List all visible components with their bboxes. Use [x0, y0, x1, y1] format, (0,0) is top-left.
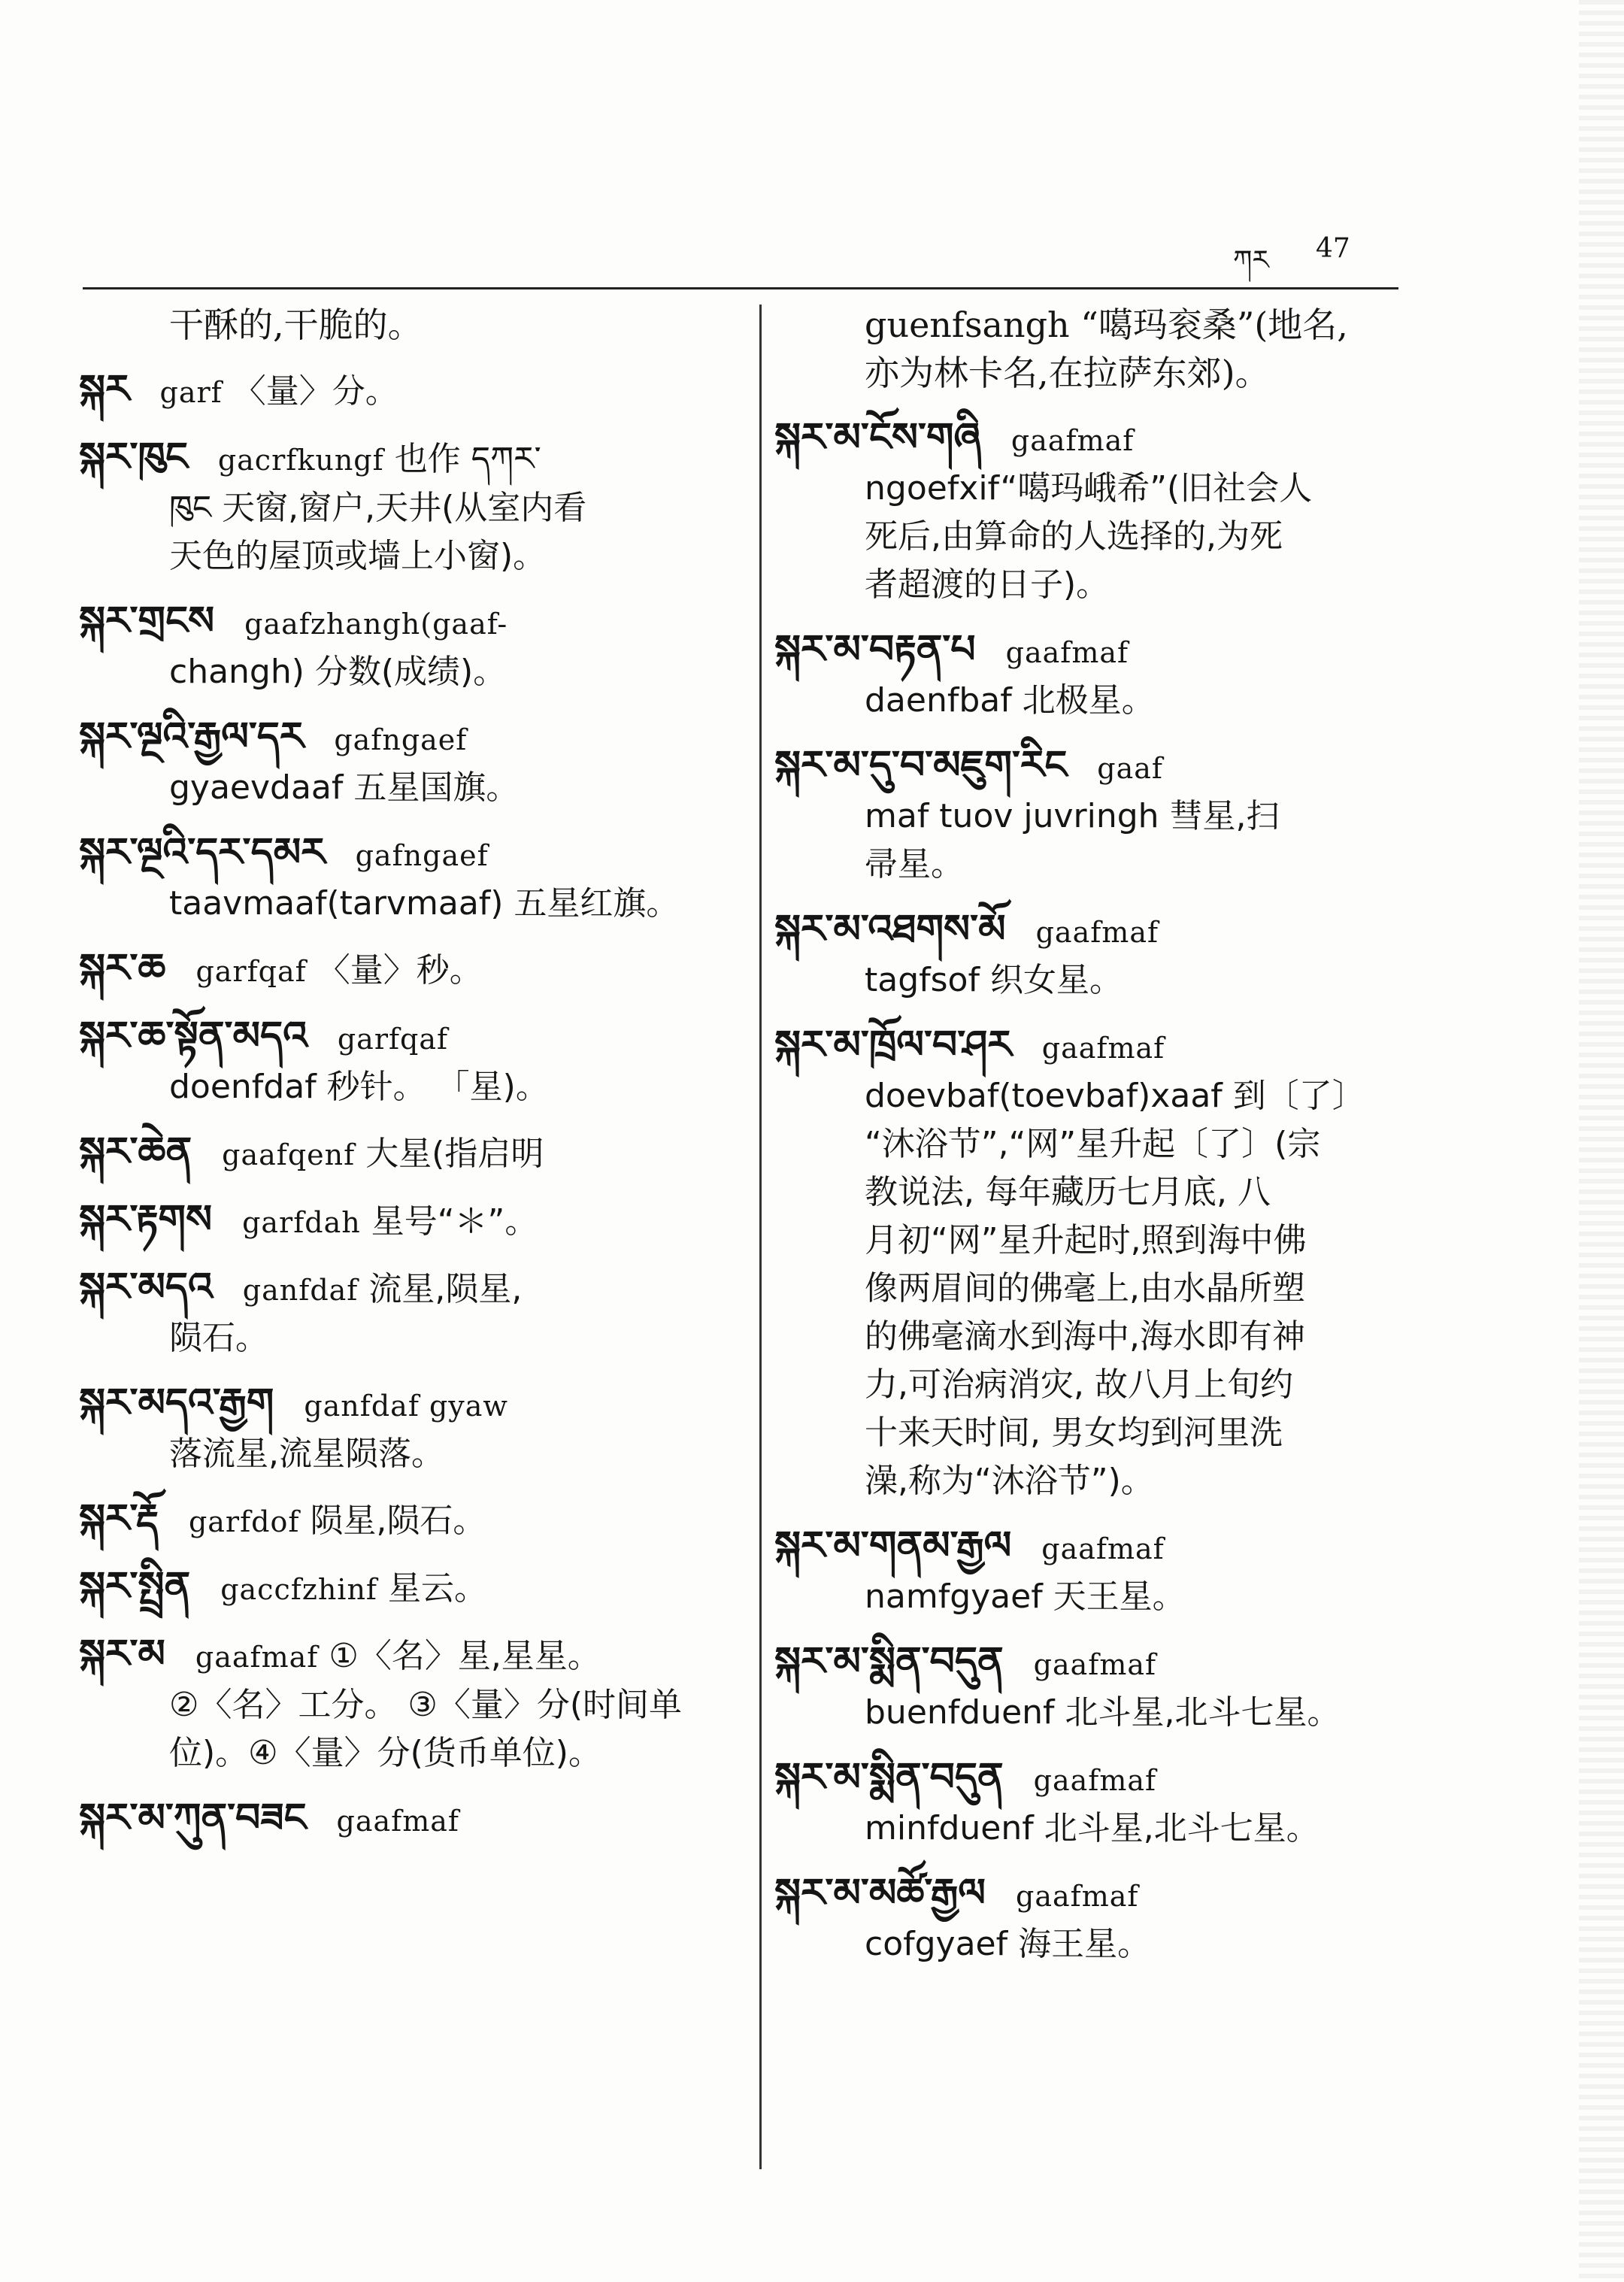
dictionary-entry [774, 741, 1421, 889]
entry-headline [774, 1522, 1421, 1573]
dictionary-entry [79, 1495, 741, 1546]
romanization: gaafmaf [336, 1805, 459, 1838]
tibetan-headword: སྐར་མདའ་རྒྱག [79, 1380, 274, 1426]
entry-headline [79, 829, 741, 880]
dictionary-entry [79, 1562, 741, 1614]
running-head: ཀར [1233, 245, 1269, 276]
page-number: 47 [1316, 233, 1350, 264]
entry-headline [774, 905, 1421, 956]
tibetan-headword: སྐར་ཆེན [79, 1129, 192, 1174]
entry-headline [79, 1794, 741, 1845]
romanization: gaafmaf [1033, 1648, 1157, 1681]
romanization: garfqaf [337, 1023, 449, 1056]
entry-headline [79, 1012, 741, 1063]
dictionary-entry [774, 301, 1421, 397]
entry-continuation-line: 的佛毫滴水到海中,海水即有神 [865, 1317, 1305, 1356]
entry-continuation-line: buenfduenf 北斗星,北斗七星。 [865, 1693, 1341, 1732]
romanization: gacrfkungf [217, 444, 384, 477]
dictionary-entry [79, 1794, 741, 1845]
entry-headline [79, 1495, 741, 1546]
romanization: gaccfzhinf [220, 1573, 377, 1606]
romanization: gafngaef [334, 723, 468, 756]
entry-continuation-line: daenfbaf 北极星。 [865, 681, 1155, 720]
tibetan-headword: སྐར་མ་བརྟན་པ [774, 627, 976, 672]
entry-headline [79, 1379, 741, 1430]
entry-headline [774, 741, 1421, 792]
tibetan-headword: སྐར་མ་འཐགས་མོ [774, 907, 1006, 952]
entry-continuation-line: ngoefxif“噶玛峨希”(旧社会人 [865, 469, 1313, 508]
dictionary-entry [774, 1021, 1421, 1505]
dictionary-entry [79, 301, 741, 349]
tibetan-headword: སྐར་མ་སྨིན་བདུན [774, 1639, 1004, 1684]
chinese-definition: 〈量〉分。 [232, 372, 398, 411]
dictionary-entry [79, 1128, 741, 1179]
chinese-definition: 星号“＊”。 [371, 1202, 538, 1241]
romanization: garfdah [242, 1206, 361, 1239]
tibetan-headword: སྐར་མ་གནམ་རྒྱལ [774, 1523, 1012, 1568]
entry-continuation-line: ②〈名〉工分。 ③〈量〉分(时间单 [169, 1686, 683, 1724]
entry-continuation-line: taavmaaf(tarvmaaf) 五星红旗。 [169, 884, 680, 923]
dictionary-entry [774, 905, 1421, 1005]
entry-continuation-line: changh) 分数(成绩)。 [169, 653, 507, 691]
entry-continuation-line: 死后,由算命的人选择的,为死 [865, 517, 1283, 556]
entry-continuation-line: 澡,称为“沐浴节”)。 [865, 1462, 1154, 1500]
entry-continuation-line: 天色的屋顶或墙上小窗)。 [169, 537, 547, 575]
entry-headline [774, 1021, 1421, 1072]
entry-continuation-line: 像两眉间的佛毫上,由水晶所塑 [865, 1269, 1305, 1308]
entry-continuation-line: “沐浴节”,“网”星升起〔了〕(宗 [865, 1125, 1321, 1163]
tibetan-headword: སྐར་མ་ཀུན་བཟང [79, 1796, 307, 1841]
chinese-definition: 也作 དཀར་ [394, 440, 541, 478]
tibetan-headword: སྐར་ལྔའི་རྒྱལ་དར [79, 714, 304, 759]
entry-continuation-line: 力,可治病消灾, 故八月上旬约 [865, 1365, 1293, 1404]
romanization: gaafmaf [1041, 1032, 1165, 1065]
entry-continuation-line: 帚星。 [865, 845, 964, 883]
dictionary-entry [774, 1753, 1421, 1853]
dictionary-entry [79, 1012, 741, 1111]
tibetan-headword: སྐར་ལྔའི་དར་དམར [79, 830, 326, 875]
entry-continuation-line: 位)。④〈量〉分(货币单位)。 [169, 1734, 601, 1772]
dictionary-entry [774, 626, 1421, 725]
entry-continuation-line: 者超渡的日子)。 [865, 565, 1110, 604]
romanization: gaafzhangh(gaaf- [244, 608, 508, 641]
romanization: gaafmaf [1035, 916, 1159, 949]
column-divider [759, 305, 762, 2169]
entry-headline [79, 1562, 741, 1614]
header-rule [83, 287, 1398, 289]
entry-headline [774, 626, 1421, 677]
entry-continuation-line: doevbaf(toevbaf)xaaf 到〔了〕 [865, 1077, 1365, 1115]
romanization: gaafqenf [222, 1138, 356, 1171]
entry-headline [774, 1869, 1421, 1920]
entry-continuation-line: 十来天时间, 男女均到河里洗 [865, 1414, 1283, 1452]
entry-continuation-line: 月初“网”星升起时,照到海中佛 [865, 1221, 1307, 1259]
tibetan-headword: སྐར་ཆ་སྟོན་མདའ [79, 1014, 308, 1059]
page-edge-scan-artifact [1579, 0, 1624, 2282]
entry-continuation-line: 陨石。 [169, 1319, 268, 1357]
entry-continuation-line: minfduenf 北斗星,北斗七星。 [865, 1809, 1320, 1847]
entry-continuation-line: 干酥的,干脆的。 [169, 305, 423, 345]
entry-headline [79, 1128, 741, 1179]
dictionary-entry [79, 1196, 741, 1247]
tibetan-headword: སྐར་རྟགས [79, 1197, 213, 1242]
romanization: gaafmaf [195, 1641, 319, 1674]
entry-continuation-line: maf tuov juvringh 彗星,扫 [865, 797, 1280, 835]
dictionary-entry [79, 365, 741, 417]
dictionary-entry [79, 944, 741, 996]
left-column [79, 301, 741, 1862]
dictionary-entry [774, 1638, 1421, 1737]
tibetan-headword: སྐར་སྤྲིན [79, 1564, 191, 1609]
entry-continuation-line: cofgyaef 海王星。 [865, 1925, 1151, 1963]
tibetan-headword: སྐར་མ་ཁྲོལ་བ་ཤར [774, 1023, 1012, 1068]
romanization: garfdof [188, 1505, 300, 1538]
chinese-definition: ①〈名〉星,星星。 [329, 1637, 601, 1675]
romanization: gaafmaf [1033, 1764, 1157, 1797]
chinese-definition: 流星,陨星, [368, 1270, 523, 1308]
romanization: garfqaf [195, 955, 307, 988]
dictionary-entry [774, 414, 1421, 609]
tibetan-headword: སྐར་རྡོ [79, 1496, 159, 1541]
romanization: gaafmaf [1041, 1532, 1165, 1565]
right-column [774, 301, 1421, 1985]
dictionary-entry [79, 713, 741, 812]
romanization: gaafmaf [1005, 636, 1129, 669]
entry-continuation-line: tagfsof 织女星。 [865, 961, 1123, 999]
chinese-definition: 大星(指启明 [365, 1135, 544, 1173]
entry-headline [79, 944, 741, 996]
tibetan-headword: སྐར [79, 367, 130, 412]
entry-continuation-line: 落流星,流星陨落。 [169, 1435, 444, 1473]
entry-headline [774, 414, 1421, 465]
entry-headline [79, 713, 741, 764]
entry-headline [79, 1630, 741, 1681]
tibetan-headword: སྐར་ཆ [79, 946, 166, 991]
dictionary-entry [774, 1869, 1421, 1968]
romanization: ganfdaf [242, 1274, 359, 1307]
dictionary-entry [79, 1263, 741, 1362]
entry-headline [79, 1263, 741, 1314]
chinese-definition: 星云。 [388, 1569, 487, 1608]
entry-headline [79, 1196, 741, 1247]
dictionary-entry [79, 1379, 741, 1478]
dictionary-entry [79, 1630, 741, 1777]
entry-headline [79, 597, 741, 648]
chinese-definition: 陨星,陨石。 [310, 1502, 486, 1540]
dictionary-entry [774, 1522, 1421, 1621]
tibetan-headword: སྐར་གྲངས [79, 599, 215, 644]
entry-headline [774, 1753, 1421, 1805]
entry-continuation-line: ཁུང 天窗,窗户,天井(从室内看 [169, 489, 587, 527]
dictionary-entry [79, 597, 741, 696]
entry-headline [774, 1638, 1421, 1689]
entry-headline [79, 433, 741, 484]
tibetan-headword: སྐར་མ་དུ་བ་མཇུག་རིང [774, 743, 1068, 788]
dictionary-entry [79, 829, 741, 928]
romanization: gafngaef [355, 839, 489, 872]
entry-headline [79, 365, 741, 417]
dictionary-entry [79, 433, 741, 580]
tibetan-headword: སྐར་མ [79, 1632, 165, 1677]
romanization: garf [159, 376, 223, 409]
tibetan-headword: སྐར་ཁུང [79, 435, 188, 480]
romanization: ganfdaf gyaw [304, 1390, 508, 1423]
romanization: gaaf [1097, 752, 1163, 785]
entry-continuation-line: namfgyaef 天王星。 [865, 1577, 1186, 1616]
romanization: gaafmaf [1016, 1880, 1139, 1913]
romanization: gaafmaf [1010, 424, 1135, 457]
entry-continuation-line: guenfsangh “噶玛衮桑”(地名, [865, 305, 1348, 345]
entry-continuation-line: doenfdaf 秒针。 「星)。 [169, 1068, 549, 1106]
tibetan-headword: སྐར་མ་མཚོ་རྒྱལ [774, 1871, 986, 1916]
entry-continuation-line: 教说法, 每年藏历七月底, 八 [865, 1173, 1271, 1211]
entry-continuation-line: gyaevdaaf 五星国旗。 [169, 768, 520, 807]
tibetan-headword: སྐར་མ་སྨིན་བདུན [774, 1755, 1004, 1800]
chinese-definition: 〈量〉秒。 [317, 951, 483, 989]
tibetan-headword: སྐར་མ་ངོས་གཞི [774, 415, 981, 460]
tibetan-headword: སྐར་མདའ [79, 1265, 213, 1310]
entry-continuation-line: 亦为林卡名,在拉萨东郊)。 [865, 353, 1270, 393]
